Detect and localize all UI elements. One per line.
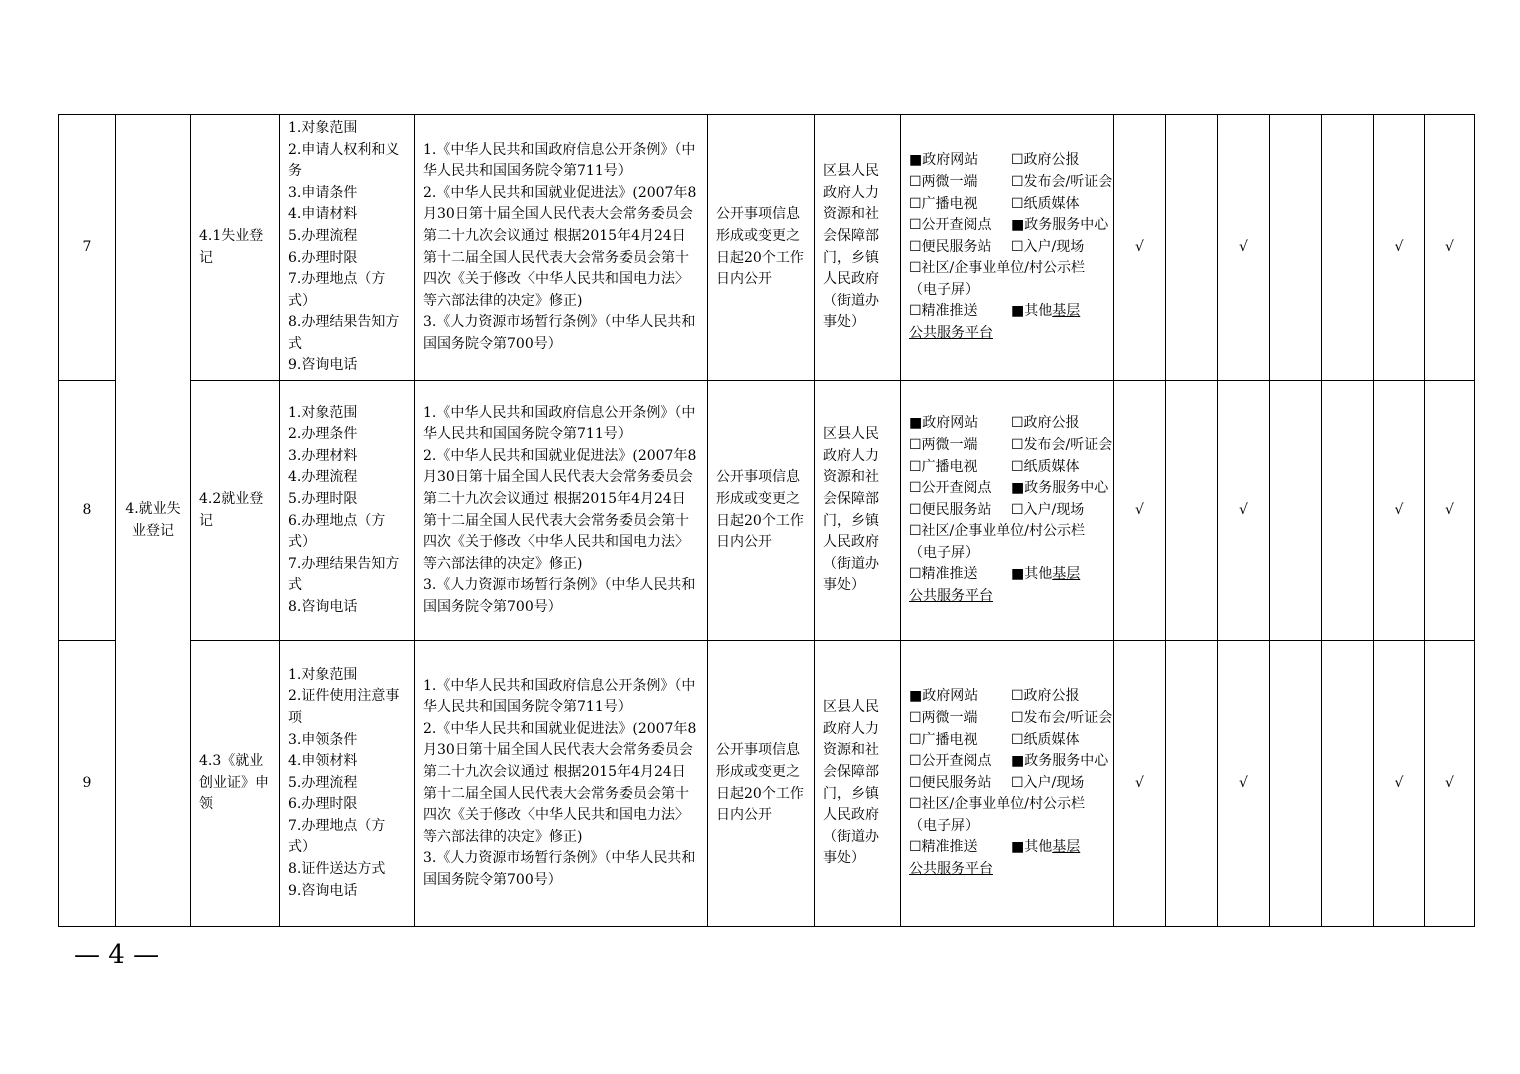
subject-text: 区县人民政府人力资源和社会保障部门，乡镇人民政府（街道办事处） bbox=[823, 163, 879, 331]
channel-option: ☐两微一端 bbox=[909, 709, 978, 726]
page-number: — 4 — bbox=[74, 940, 160, 970]
content-cell bbox=[280, 381, 415, 641]
channel-option: ■其他 bbox=[1011, 303, 1053, 320]
channel-option: ☐公开查阅点 bbox=[909, 753, 992, 770]
content-cell bbox=[280, 641, 415, 927]
content-line: 1.对象范围 bbox=[288, 666, 358, 683]
content-line: 3.申请条件 bbox=[288, 184, 358, 201]
channel-option: ☐政府公报 bbox=[1011, 152, 1080, 169]
channel-option: ☐精准推送 bbox=[909, 303, 978, 320]
basis-cell bbox=[415, 381, 708, 641]
channel-option: ☐入户/现场 bbox=[1011, 238, 1085, 255]
category-cell bbox=[116, 115, 191, 927]
channel-option: ■政府网站 bbox=[909, 415, 979, 432]
channel-option: ■政府网站 bbox=[909, 688, 979, 705]
check-cell bbox=[1166, 115, 1218, 381]
channel-option: ■其他 bbox=[1011, 839, 1053, 856]
channel-other-text: 公共服务平台 bbox=[909, 861, 993, 878]
channel-option: ☐纸质媒体 bbox=[1011, 458, 1080, 475]
time-limit-cell bbox=[708, 381, 815, 641]
basis-line: 3.《人力资源市场暂行条例》（中华人民共和国国务院令第700号） bbox=[423, 850, 696, 888]
check-cell bbox=[1166, 381, 1218, 641]
basis-line: 3.《人力资源市场暂行条例》（中华人民共和国国务院令第700号） bbox=[423, 314, 696, 352]
channel-option: ☐两微一端 bbox=[909, 436, 978, 453]
content-line: 9.咨询电话 bbox=[288, 357, 358, 374]
check-cell: √ bbox=[1425, 115, 1475, 381]
channel-option: ☐广播电视 bbox=[909, 731, 978, 748]
content-line: 2.申请人权利和义务 bbox=[288, 141, 400, 180]
content-line: 7.办理结果告知方式 bbox=[288, 555, 400, 594]
channel-option: ☐公开查阅点 bbox=[909, 217, 992, 234]
channel-option: ☐发布会/听证会 bbox=[1011, 173, 1113, 190]
channel-option: ☐便民服务站 bbox=[909, 501, 992, 518]
basis-cell bbox=[415, 115, 708, 381]
check-cell: √ bbox=[1114, 381, 1166, 641]
channel-option: ☐广播电视 bbox=[909, 195, 978, 212]
channel-other-text: 公共服务平台 bbox=[909, 588, 993, 605]
check-cell bbox=[1270, 381, 1322, 641]
check-cell bbox=[1270, 641, 1322, 927]
channel-other-text: 基层 bbox=[1052, 566, 1081, 583]
time-limit-cell bbox=[708, 115, 815, 381]
content-line: 4.办理流程 bbox=[288, 469, 358, 486]
content-line: 8.办理结果告知方式 bbox=[288, 314, 400, 352]
check-cell: √ bbox=[1374, 381, 1425, 641]
channel-option: ☐纸质媒体 bbox=[1011, 195, 1080, 212]
channel-option: ☐发布会/听证会 bbox=[1011, 709, 1113, 726]
content-line: 4.申请材料 bbox=[288, 206, 358, 223]
subject-text: 区县人民政府人力资源和社会保障部门，乡镇人民政府（街道办事处） bbox=[823, 699, 879, 867]
check-cell bbox=[1322, 115, 1374, 381]
check-cell: √ bbox=[1218, 641, 1270, 927]
time-limit-cell bbox=[708, 641, 815, 927]
time-limit-text: 公开事项信息形成或变更之日起20个工作日内公开 bbox=[716, 206, 804, 288]
table-row bbox=[59, 641, 1475, 927]
content-line: 5.办理流程 bbox=[288, 227, 358, 244]
check-cell: √ bbox=[1425, 381, 1475, 641]
content-line: 1.对象范围 bbox=[288, 404, 358, 421]
channel-option: ☐两微一端 bbox=[909, 173, 978, 190]
check-cell: √ bbox=[1218, 115, 1270, 381]
content-line: 2.证件使用注意事项 bbox=[288, 688, 400, 726]
table-row bbox=[59, 381, 1475, 641]
check-cell: √ bbox=[1114, 641, 1166, 927]
basis-line: 1.《中华人民共和国政府信息公开条例》（中华人民共和国国务院令第711号） bbox=[423, 677, 696, 716]
channel-option: ☐入户/现场 bbox=[1011, 774, 1085, 791]
content-line: 1.对象范围 bbox=[288, 119, 358, 136]
check-cell: √ bbox=[1218, 381, 1270, 641]
channel-option: ☐公开查阅点 bbox=[909, 480, 992, 497]
channel-option: ■政务服务中心 bbox=[1011, 480, 1109, 497]
content-line: 8.证件送达方式 bbox=[288, 861, 386, 878]
channel-option: ☐精准推送 bbox=[909, 839, 978, 856]
channel-option: ■政务服务中心 bbox=[1011, 753, 1109, 770]
channel-option: ☐入户/现场 bbox=[1011, 501, 1085, 518]
basis-line: 2.《中华人民共和国就业促进法》(2007年8月30日第十届全国人民代表大会常务委员会第二十九次会议通过 根据2015年4月24日第十二届全国人民代表大会常务委员会第十四次《关于修改〈中华人民共和国电力法〉等六部法律的决定》修正) bbox=[423, 720, 697, 845]
content-line: 9.咨询电话 bbox=[288, 882, 358, 899]
basis-line: 1.《中华人民共和国政府信息公开条例》（中华人民共和国国务院令第711号） bbox=[423, 141, 696, 180]
check-cell bbox=[1166, 641, 1218, 927]
check-cell: √ bbox=[1114, 115, 1166, 381]
content-cell bbox=[280, 115, 415, 381]
channels-cell bbox=[901, 381, 1114, 641]
content-line: 7.办理地点（方式） bbox=[288, 271, 386, 309]
channel-option: ☐便民服务站 bbox=[909, 774, 992, 791]
item-label: 4.3《就业创业证》申领 bbox=[199, 753, 269, 813]
subject-cell bbox=[815, 381, 901, 641]
row-number: 7 bbox=[59, 115, 116, 381]
time-limit-text: 公开事项信息形成或变更之日起20个工作日内公开 bbox=[716, 469, 804, 551]
content-line: 3.办理材料 bbox=[288, 447, 358, 464]
item-cell bbox=[191, 115, 280, 381]
row-number: 9 bbox=[59, 641, 116, 927]
channel-other-text: 基层 bbox=[1052, 303, 1081, 320]
content-line: 8.咨询电话 bbox=[288, 598, 358, 615]
item-label: 4.2就业登记 bbox=[199, 490, 264, 529]
channel-option: ☐政府公报 bbox=[1011, 688, 1080, 705]
content-line: 6.办理地点（方式） bbox=[288, 512, 386, 551]
check-cell bbox=[1322, 641, 1374, 927]
content-line: 6.办理时限 bbox=[288, 249, 358, 266]
basis-line: 1.《中华人民共和国政府信息公开条例》（中华人民共和国国务院令第711号） bbox=[423, 404, 696, 443]
check-cell: √ bbox=[1425, 641, 1475, 927]
check-cell: √ bbox=[1374, 641, 1425, 927]
basis-line: 2.《中华人民共和国就业促进法》(2007年8月30日第十届全国人民代表大会常务委员会第二十九次会议通过 根据2015年4月24日第十二届全国人民代表大会常务委员会第十四次《关于修改〈中华人民共和国电力法〉等六部法律的决定》修正) bbox=[423, 184, 697, 309]
channel-option: ■其他 bbox=[1011, 566, 1053, 583]
channel-option: ☐发布会/听证会 bbox=[1011, 436, 1113, 453]
channels-cell bbox=[901, 641, 1114, 927]
disclosure-table bbox=[58, 114, 1475, 927]
content-line: 7.办理地点（方式） bbox=[288, 817, 386, 856]
channel-option: ☐精准推送 bbox=[909, 566, 978, 583]
channel-other-text: 公共服务平台 bbox=[909, 325, 993, 342]
basis-line: 3.《人力资源市场暂行条例》（中华人民共和国国务院令第700号） bbox=[423, 577, 696, 615]
category-label: 4.就业失业登记 bbox=[125, 500, 181, 539]
channels-cell bbox=[901, 115, 1114, 381]
channel-option: ☐社区/企事业单位/村公示栏（电子屏） bbox=[909, 260, 1085, 298]
channel-option: ■政府网站 bbox=[909, 152, 979, 169]
channel-other-text: 基层 bbox=[1052, 839, 1081, 856]
check-cell bbox=[1270, 115, 1322, 381]
check-cell bbox=[1322, 381, 1374, 641]
basis-cell bbox=[415, 641, 708, 927]
content-line: 6.办理时限 bbox=[288, 796, 358, 813]
content-line: 2.办理条件 bbox=[288, 426, 358, 443]
item-cell bbox=[191, 641, 280, 927]
item-label: 4.1失业登记 bbox=[199, 227, 264, 266]
table-row bbox=[59, 115, 1475, 381]
channel-option: ☐广播电视 bbox=[909, 458, 978, 475]
channel-option: ☐政府公报 bbox=[1011, 415, 1080, 432]
channel-option: ☐纸质媒体 bbox=[1011, 731, 1080, 748]
channel-option: ■政务服务中心 bbox=[1011, 217, 1109, 234]
time-limit-text: 公开事项信息形成或变更之日起20个工作日内公开 bbox=[716, 742, 804, 824]
subject-cell bbox=[815, 115, 901, 381]
content-line: 4.申领材料 bbox=[288, 753, 358, 770]
basis-line: 2.《中华人民共和国就业促进法》(2007年8月30日第十届全国人民代表大会常务委员会第二十九次会议通过 根据2015年4月24日第十二届全国人民代表大会常务委员会第十四次《关于修改〈中华人民共和国电力法〉等六部法律的决定》修正) bbox=[423, 447, 697, 572]
check-cell: √ bbox=[1374, 115, 1425, 381]
item-cell bbox=[191, 381, 280, 641]
content-line: 3.申领条件 bbox=[288, 731, 358, 748]
channel-option: ☐社区/企事业单位/村公示栏（电子屏） bbox=[909, 796, 1085, 834]
subject-text: 区县人民政府人力资源和社会保障部门，乡镇人民政府（街道办事处） bbox=[823, 426, 879, 594]
content-line: 5.办理时限 bbox=[288, 490, 358, 507]
content-line: 5.办理流程 bbox=[288, 774, 358, 791]
subject-cell bbox=[815, 641, 901, 927]
channel-option: ☐社区/企事业单位/村公示栏（电子屏） bbox=[909, 523, 1085, 561]
channel-option: ☐便民服务站 bbox=[909, 238, 992, 255]
row-number: 8 bbox=[59, 381, 116, 641]
